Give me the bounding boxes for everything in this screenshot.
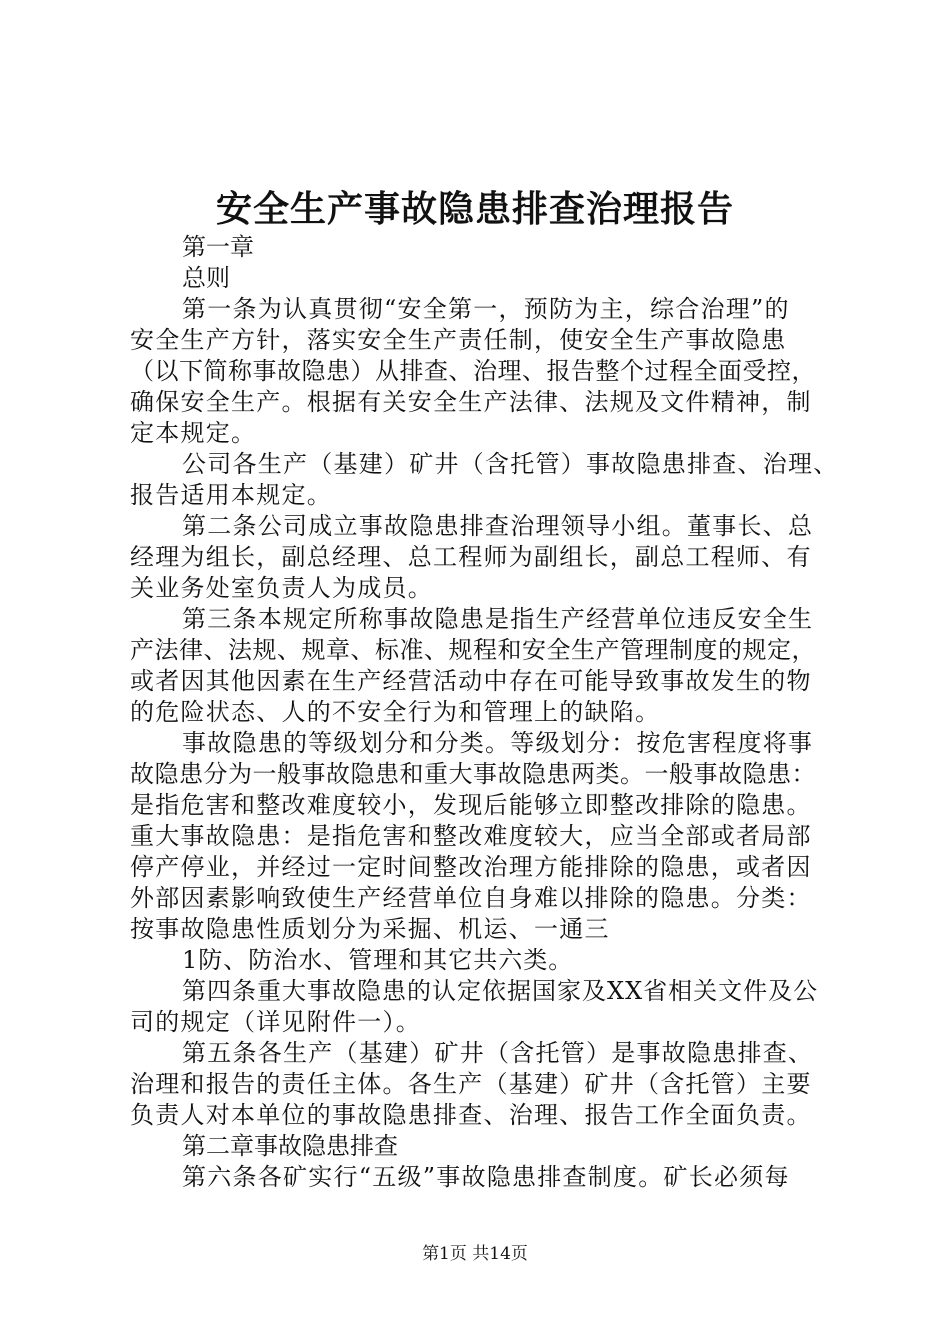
page-footer: 第1页 共14页	[422, 1244, 528, 1264]
paragraph-line: 第一条为认真贯彻“安全第一，预防为主，综合治理”的	[182, 295, 790, 323]
paragraph-line: 事故隐患的等级划分和分类。等级划分：按危害程度将事	[182, 729, 814, 757]
paragraph-line: 关业务处室负责人为成员。	[130, 574, 433, 602]
chapter-heading: 第一章	[182, 233, 254, 261]
paragraph-line: 第二条公司成立事故隐患排查治理领导小组。董事长、总	[182, 512, 814, 540]
document-title: 安全生产事故隐患排查治理报告	[215, 188, 734, 230]
paragraph-line: 按事故隐患性质划分为采掘、机运、一通三	[130, 915, 610, 943]
paragraph-line: 1防、防治水、管理和其它共六类。	[182, 946, 574, 974]
paragraph-line: 故隐患分为一般事故隐患和重大事故隐患两类。一般事故隐患：	[130, 760, 816, 788]
paragraph-line: 确保安全生产。根据有关安全生产法律、法规及文件精神，制	[130, 388, 812, 416]
paragraph-line: 定本规定。	[130, 419, 257, 447]
paragraph-line: 第五条各生产（基建）矿井（含托管）是事故隐患排查、	[182, 1039, 814, 1067]
paragraph-line: 或者因其他因素在生产经营活动中存在可能导致事故发生的物	[130, 667, 812, 695]
paragraph-line: 第三条本规定所称事故隐患是指生产经营单位违反安全生	[182, 605, 814, 633]
document-body	[130, 232, 842, 1193]
paragraph-line: 外部因素影响致使生产经营单位自身难以排除的隐患。分类：	[130, 884, 812, 912]
paragraph-line: 是指危害和整改难度较小，发现后能够立即整改排除的隐患。	[130, 791, 812, 819]
paragraph-line: （以下简称事故隐患）从排查、治理、报告整个过程全面受控，	[130, 357, 816, 385]
paragraph-line: 报告适用本规定。	[130, 481, 332, 509]
paragraph-line: 的危险状态、人的不安全行为和管理上的缺陷。	[130, 698, 661, 726]
paragraph-line: 第六条各矿实行“五级”事故隐患排查制度。矿长必须每	[182, 1163, 790, 1191]
paragraph-line: 产法律、法规、规章、标准、规程和安全生产管理制度的规定，	[130, 636, 816, 664]
paragraph-line: 司的规定（详见附件一）。	[130, 1008, 421, 1036]
paragraph-line: 停产停业，并经过一定时间整改治理方能排除的隐患，或者因	[130, 853, 812, 881]
paragraph-line: 经理为组长，副总经理、总工程师为副组长，副总工程师、有	[130, 543, 812, 571]
chapter-heading: 第二章事故隐患排查	[182, 1132, 398, 1160]
paragraph-line: 安全生产方针，落实安全生产责任制，使安全生产事故隐患	[130, 326, 787, 354]
paragraph-line: 第四条重大事故隐患的认定依据国家及XX省相关文件及公	[182, 977, 819, 1005]
paragraph-line: 公司各生产（基建）矿井（含托管）事故隐患排查、治理、	[182, 450, 839, 478]
paragraph-line: 治理和报告的责任主体。各生产（基建）矿井（含托管）主要	[130, 1070, 812, 1098]
section-heading: 总则	[182, 264, 230, 292]
paragraph-line: 重大事故隐患：是指危害和整改难度较大，应当全部或者局部	[130, 822, 812, 850]
paragraph-line: 负责人对本单位的事故隐患排查、治理、报告工作全面负责。	[130, 1101, 812, 1129]
